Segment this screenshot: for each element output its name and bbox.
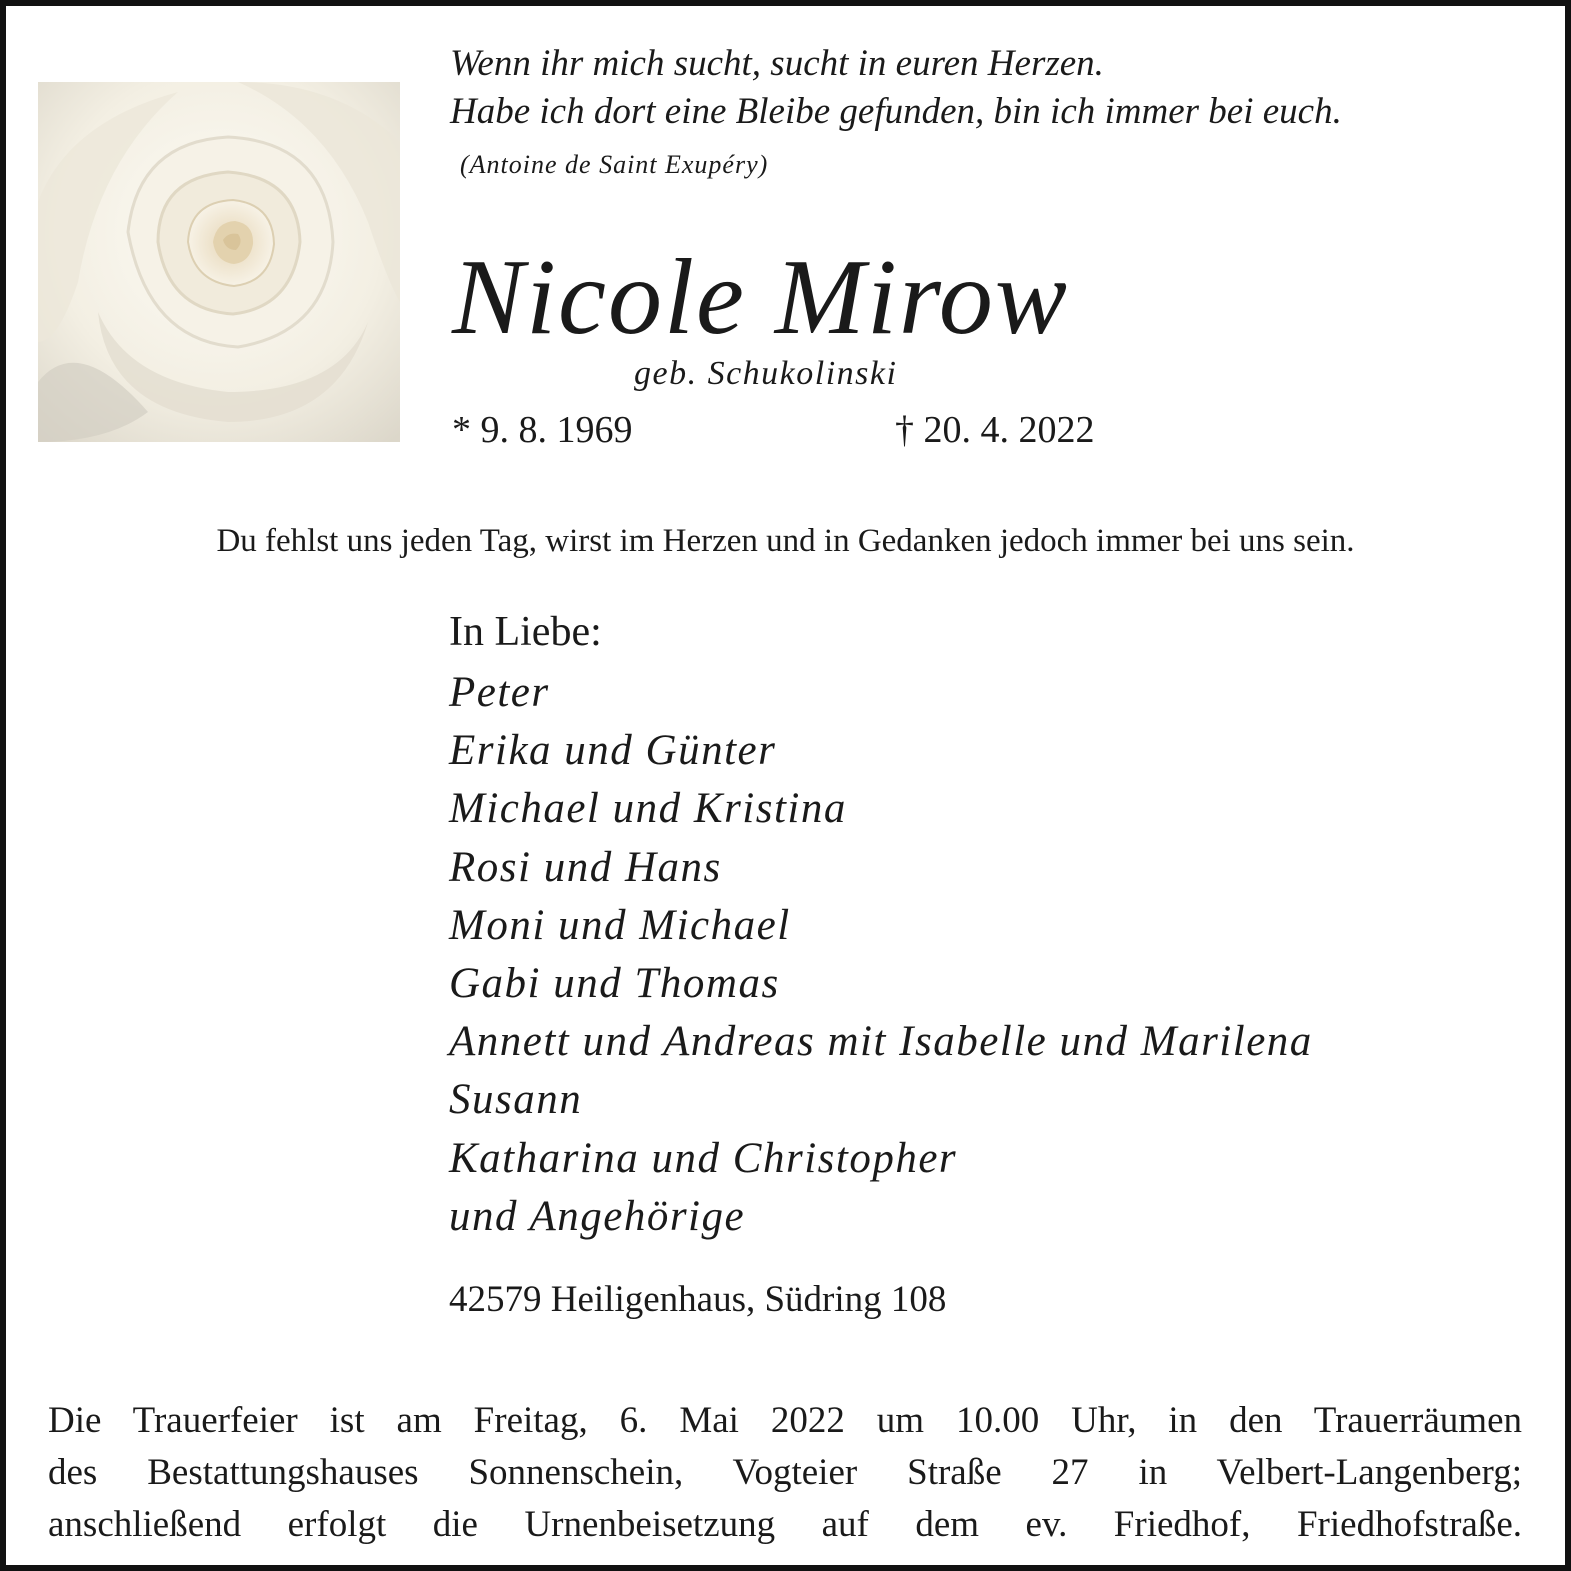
quote-line: Habe ich dort eine Bleibe gefunden, bin ich immer bei euch. [450, 91, 1342, 132]
quote-line: Wenn ihr mich sucht, sucht in euren Herzen. [450, 43, 1104, 84]
remembrance-message: Du fehlst uns jeden Tag, wirst im Herzen und in Gedanken jedoch immer bei uns sein. [216, 523, 1355, 559]
mourner-name: Katharina und Christopher [449, 1134, 958, 1182]
white-rose-icon [38, 82, 400, 442]
mourner-name: Moni und Michael [449, 901, 791, 949]
death-date: † 20. 4. 2022 [895, 409, 1095, 451]
birth-date: * 9. 8. 1969 [452, 409, 633, 451]
family-address: 42579 Heiligenhaus, Südring 108 [449, 1279, 947, 1320]
mourner-name: Annett und Andreas mit Isabelle und Marilena [449, 1018, 1313, 1066]
quote-text [450, 40, 1342, 136]
funeral-service-info [48, 1395, 1522, 1551]
maiden-name: geb. Schukolinski [634, 355, 898, 392]
rose-image [38, 82, 400, 442]
service-line: Die Trauerfeier ist am Freitag, 6. Mai 2022 um 10.00 Uhr, in den Trauerräumen [48, 1400, 1522, 1441]
deceased-name: Nicole Mirow [452, 238, 1069, 357]
service-line: anschließend erfolgt die Urnenbeisetzung auf dem ev. Friedhof, Friedhofstraße. [48, 1504, 1522, 1545]
mourner-name: und Angehörige [449, 1192, 746, 1240]
mourners-heading: In Liebe: [449, 609, 602, 655]
quote-author: (Antoine de Saint Exupéry) [460, 150, 769, 179]
mourner-name: Peter [449, 669, 550, 716]
mourner-name: Gabi und Thomas [449, 960, 780, 1008]
mourners-list [449, 664, 1313, 1246]
service-line: des Bestattungshauses Sonnenschein, Vogteier Straße 27 in Velbert-Langenberg; [48, 1452, 1522, 1493]
mourner-name: Michael und Kristina [449, 785, 847, 833]
mourner-name: Susann [449, 1076, 583, 1124]
mourner-name: Erika und Günter [449, 727, 777, 775]
mourner-name: Rosi und Hans [449, 843, 722, 891]
